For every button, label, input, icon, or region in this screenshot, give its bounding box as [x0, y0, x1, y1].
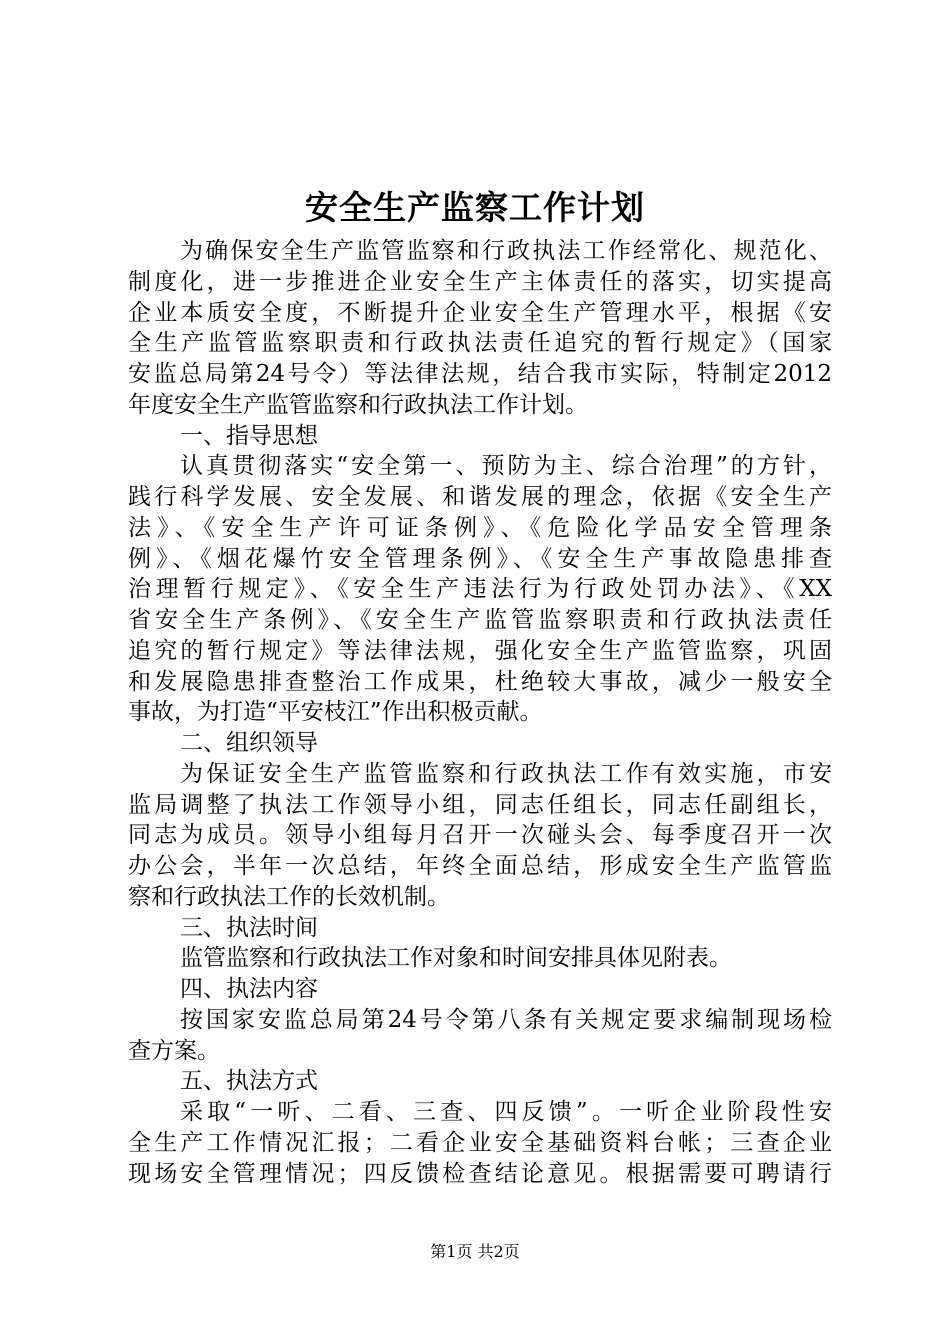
section-heading: 五、执法方式 — [180, 1068, 318, 1095]
text-line: 同志为成员。领导小组每月召开一次碰头会、每季度召开一次 — [128, 822, 832, 849]
section-heading: 三、执法时间 — [180, 914, 318, 941]
text-line: 监局调整了执法工作领导小组，同志任组长，同志任副组长， — [128, 791, 832, 818]
text-line: 全生产工作情况汇报；二看企业安全基础资料台帐；三查企业 — [128, 1129, 832, 1156]
text-line: 为确保安全生产监管监察和行政执法工作经常化、规范化、 — [180, 238, 832, 264]
page-indicator: 第1页 共2页 — [430, 1242, 520, 1261]
text-line: 事故，为打造“平安枝江”作出积极贡献。 — [128, 699, 543, 726]
text-line: 全生产监管监察职责和行政执法责任追究的暂行规定》（国家 — [128, 330, 832, 357]
text-line: 查方案。 — [128, 1037, 220, 1064]
text-line: 和发展隐患排查整治工作成果，杜绝较大事故，减少一般安全 — [128, 668, 832, 695]
text-line: 监管监察和行政执法工作对象和时间安排具体见附表。 — [180, 945, 732, 972]
section-heading: 二、组织领导 — [180, 730, 318, 756]
text-line: 为保证安全生产监管监察和行政执法工作有效实施，市安 — [180, 760, 832, 787]
page-title: 安全生产监察工作计划 — [305, 188, 645, 227]
text-line: 办公会，半年一次总结，年终全面总结，形成安全生产监管监 — [128, 853, 832, 879]
text-line: 治理暂行规定》、《安全生产违法行为行政处罚办法》、《XX — [128, 576, 832, 603]
document-body — [128, 236, 832, 1189]
section-heading: 一、指导思想 — [180, 422, 318, 449]
text-line: 例》、《烟花爆竹安全管理条例》、《安全生产事故隐患排查 — [128, 545, 832, 572]
text-line: 追究的暂行规定》等法律法规，强化安全生产监管监察，巩固 — [128, 637, 832, 664]
text-line: 察和行政执法工作的长效机制。 — [128, 883, 450, 910]
text-line: 法》、《安全生产许可证条例》、《危险化学品安全管理条 — [128, 514, 832, 541]
text-line: 现场安全管理情况；四反馈检查结论意见。根据需要可聘请行 — [128, 1160, 832, 1187]
text-line: 按国家安监总局第24号令第八条有关规定要求编制现场检 — [180, 1006, 832, 1033]
text-line: 年度安全生产监管监察和行政执法工作计划。 — [128, 391, 588, 418]
text-line: 安监总局第24号令）等法律法规，结合我市实际，特制定2012 — [128, 361, 832, 387]
text-line: 企业本质安全度，不断提升企业安全生产管理水平，根据《安 — [128, 299, 832, 326]
text-line: 认真贯彻落实“安全第一、预防为主、综合治理”的方针， — [180, 453, 832, 480]
section-heading: 四、执法内容 — [180, 976, 318, 1002]
text-line: 采取“一听、二看、三查、四反馈”。一听企业阶段性安 — [180, 1099, 832, 1125]
text-line: 省安全生产条例》、《安全生产监管监察职责和行政执法责任 — [128, 607, 832, 633]
text-line: 制度化，进一步推进企业安全生产主体责任的落实，切实提高 — [128, 268, 832, 295]
text-line: 践行科学发展、安全发展、和谐发展的理念，依据《安全生产 — [128, 484, 832, 510]
